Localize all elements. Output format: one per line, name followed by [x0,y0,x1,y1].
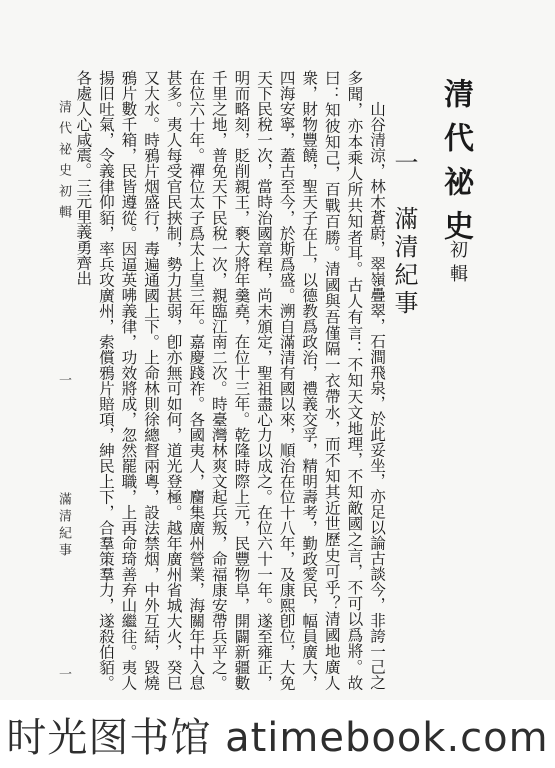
section-heading: 一 滿清紀事 [390,150,418,318]
gutter-book-label: 清代祕史初輯 [56,100,71,226]
watermark-banner [0,700,555,768]
watermark-text: 时光图书馆 atimebook.com [6,714,549,761]
book-title: 清代祕史 [438,78,473,254]
book-subtitle: 初輯 [447,240,468,288]
body-paragraph: 山谷清涼，林木蒼蔚，翠嶺疊翠，石澗飛泉，於此妥坐，亦足以論古談今，非誇一己之多聞，亦本乘人所共知者耳。古人有言：不知天文地理，不知敵國之言，不可以爲將。故曰：知彼知己，百戰百勝。清國與吾僅隔一衣帶水，而不知其近世歷史可乎？清國地廣人衆，財物豐饒，聖天子在上，以德教爲政治，禮義交孚，精明壽考，勤政愛民，幅員廣大，四海安寧，蓋古至今，於斯爲盛。溯自滿清有國以來，順治在位十八年，及康熙卽位，大免天下民稅一次，當時治國章程，尚未頒定，聖祖盡心力以成之。在位六十一年。遂至雍正，明而略刻，貶削親王，褻大將年羹堯，在位十三年。乾隆時際上元，民豐物阜，開闢新疆數千里之地，普免天下民稅一次，親臨江南二次。時臺灣林爽文起兵叛，命福康安帶兵平之。在位六十年。禪位太子爲太上皇三年。嘉慶踐祚。各國夷人，麕集廣州營業，海關年中入息甚多。夷人每受官民挾制，勢力甚弱，卽亦無可如何，道光登極。越年廣州省城大火，癸巳又大水。時鴉片烟盛行，毒遍通國上下。上命林則徐總督兩粵，設法禁烟，中外互結，毀燒鴉片數千箱，民皆遵從。因逼英咈義律，功效將成，忽然罷職，上再命琦善弃山繼往。夷人揚旧吐氣，令義律仰貊，率兵攻廣州，索償鴉片賠項，紳民上下，合羣策羣力，遂殺伯貊。各處人心咸震。三元里義勇齊出 [74,70,386,690]
gutter-section-label: 滿清紀事 [56,492,71,561]
page-number: 一 [56,666,71,680]
body-text [74,70,388,690]
gutter-section-number: 一 [56,372,71,386]
page-gutter [54,100,73,680]
